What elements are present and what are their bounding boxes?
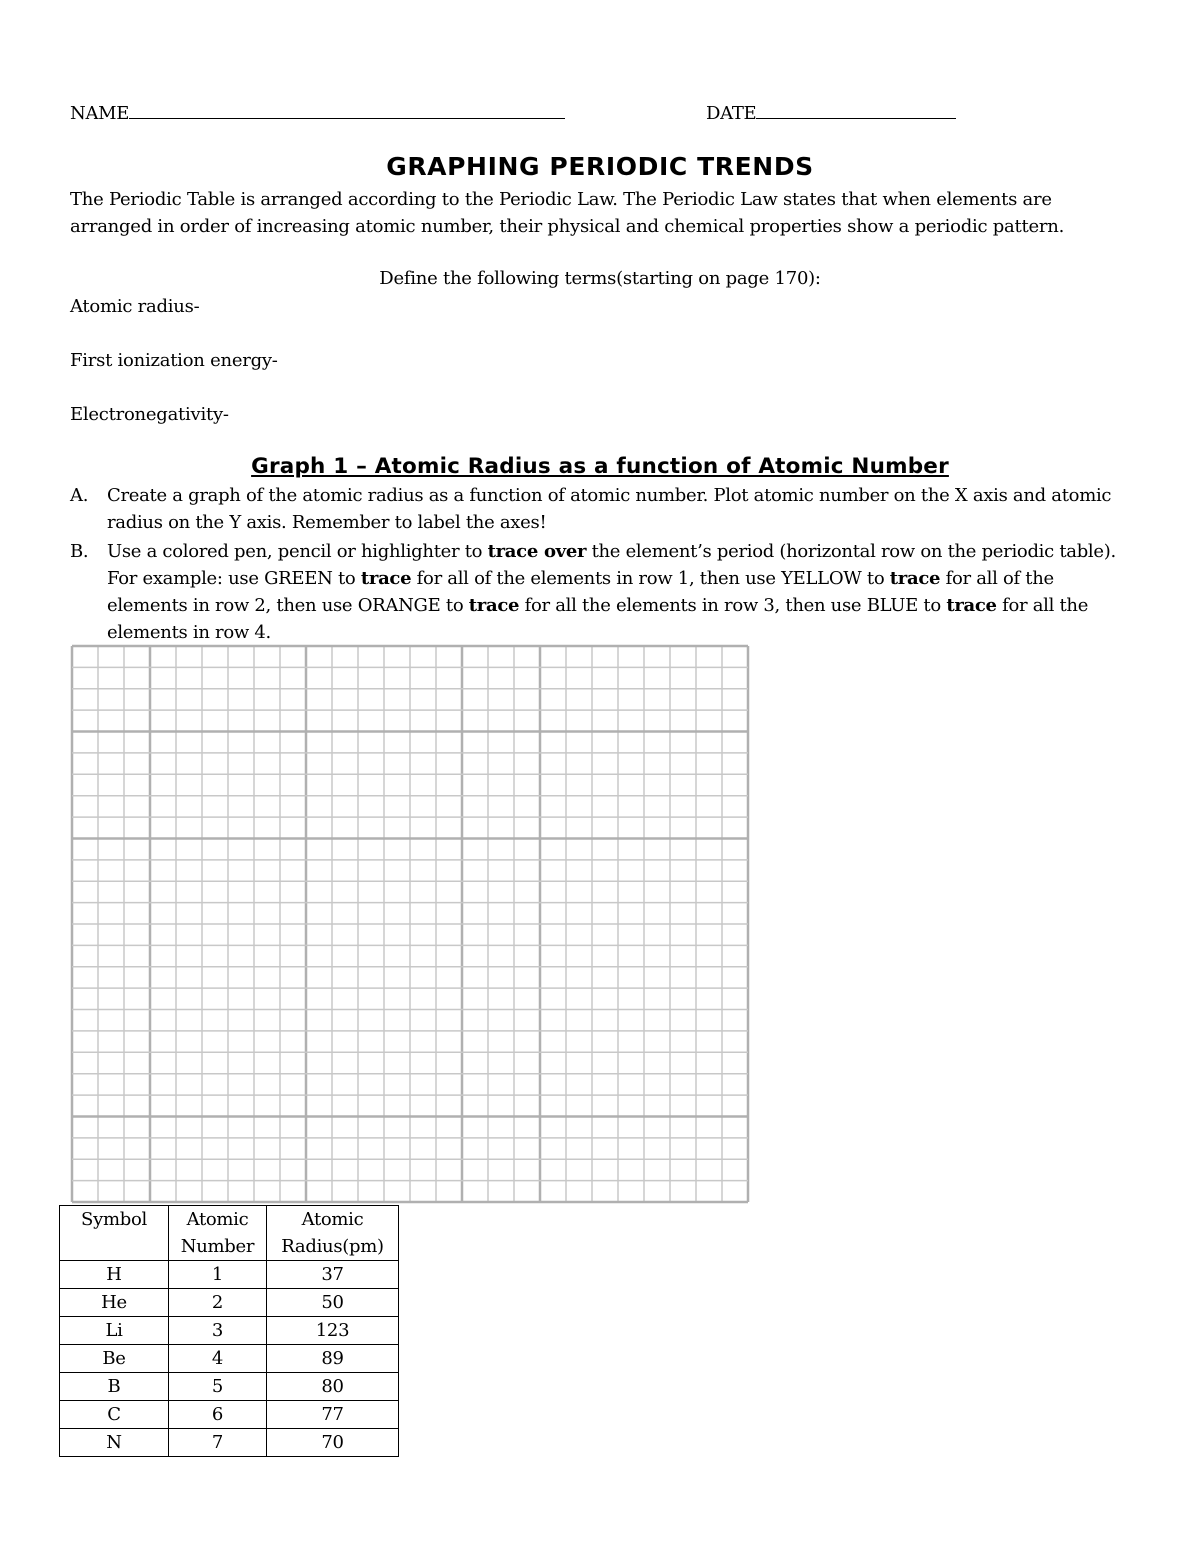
- cell-atomic-radius: 80: [267, 1373, 399, 1401]
- cell-atomic-number: 6: [169, 1401, 267, 1429]
- cell-symbol: C: [60, 1401, 169, 1429]
- cell-symbol: B: [60, 1373, 169, 1401]
- instruction-b-text: [107, 538, 1120, 646]
- cell-atomic-number: 1: [169, 1261, 267, 1289]
- instruction-b-part: for all the elements in row 4.: [107, 595, 1089, 643]
- term-electronegativity: Electronegativity-: [70, 404, 229, 425]
- instruction-b-part: for all of the elements in row 1, then use YELLOW to: [411, 568, 890, 589]
- date-field[interactable]: [706, 100, 956, 124]
- instruction-b-emphasis: trace: [468, 595, 520, 616]
- table-row: [60, 1289, 399, 1317]
- cell-symbol: He: [60, 1289, 169, 1317]
- header-atomic-radius: Atomic Radius(pm): [267, 1206, 399, 1261]
- table-header-row: [60, 1206, 399, 1261]
- instruction-b-emphasis: trace over: [487, 541, 587, 562]
- cell-atomic-number: 5: [169, 1373, 267, 1401]
- cell-symbol: Li: [60, 1317, 169, 1345]
- header-atomic-number: Atomic Number: [169, 1206, 267, 1261]
- page-title: GRAPHING PERIODIC TRENDS: [386, 152, 814, 181]
- name-field[interactable]: [70, 100, 565, 124]
- table-row: [60, 1261, 399, 1289]
- cell-atomic-number: 4: [169, 1345, 267, 1373]
- intro-paragraph: The Periodic Table is arranged according to the Periodic Law. The Periodic Law states that when elements are arranged in order of increasing atomic number, their physical and chemical properties show a periodic pattern.: [70, 189, 1065, 237]
- instruction-a: [70, 482, 1120, 536]
- instruction-a-text: Create a graph of the atomic radius as a function of atomic number. Plot atomic number on the X axis and atomic radius on the Y axis. Remember to label the axes!: [107, 485, 1112, 533]
- instruction-b-emphasis: trace: [946, 595, 997, 616]
- instruction-b-part: the element’s period (horizontal row on the periodic table). For example: use GREEN to: [107, 541, 1116, 589]
- cell-atomic-radius: 89: [267, 1345, 399, 1373]
- term-atomic-radius: Atomic radius-: [70, 296, 200, 317]
- table-row: [60, 1317, 399, 1345]
- define-prompt: Define the following terms(starting on page 170):: [379, 268, 821, 289]
- instruction-b-emphasis: trace: [360, 568, 412, 589]
- cell-atomic-number: 3: [169, 1317, 267, 1345]
- cell-symbol: N: [60, 1429, 169, 1457]
- instruction-b-emphasis: trace: [889, 568, 941, 589]
- cell-atomic-radius: 77: [267, 1401, 399, 1429]
- header-symbol: Symbol: [60, 1206, 169, 1261]
- cell-atomic-number: 2: [169, 1289, 267, 1317]
- cell-atomic-radius: 37: [267, 1261, 399, 1289]
- table-row: [60, 1401, 399, 1429]
- instruction-b-part: Use a colored pen, pencil or highlighter to: [107, 541, 488, 562]
- graph-paper-grid[interactable]: [70, 644, 750, 1204]
- name-blank[interactable]: [129, 100, 565, 119]
- instruction-b-letter: B.: [70, 541, 89, 562]
- cell-symbol: H: [60, 1261, 169, 1289]
- atomic-radius-data-table: [59, 1205, 399, 1457]
- instruction-b: [70, 538, 1120, 646]
- cell-atomic-radius: 123: [267, 1317, 399, 1345]
- cell-atomic-number: 7: [169, 1429, 267, 1457]
- date-blank[interactable]: [756, 100, 956, 119]
- instruction-b-part: for all the elements in row 3, then use BLUE to: [519, 595, 947, 616]
- table-row: [60, 1373, 399, 1401]
- cell-atomic-radius: 70: [267, 1429, 399, 1457]
- instruction-a-letter: A.: [70, 485, 89, 506]
- cell-atomic-radius: 50: [267, 1289, 399, 1317]
- cell-symbol: Be: [60, 1345, 169, 1373]
- graph-heading: Graph 1 – Atomic Radius as a function of Atomic Number: [251, 454, 949, 479]
- date-label: DATE: [706, 103, 757, 124]
- term-first-ionization-energy: First ionization energy-: [70, 350, 278, 371]
- instruction-b-part: for all of the elements in row 2, then use ORANGE to: [107, 568, 1054, 616]
- table-row: [60, 1429, 399, 1457]
- name-label: NAME: [70, 103, 130, 124]
- table-row: [60, 1345, 399, 1373]
